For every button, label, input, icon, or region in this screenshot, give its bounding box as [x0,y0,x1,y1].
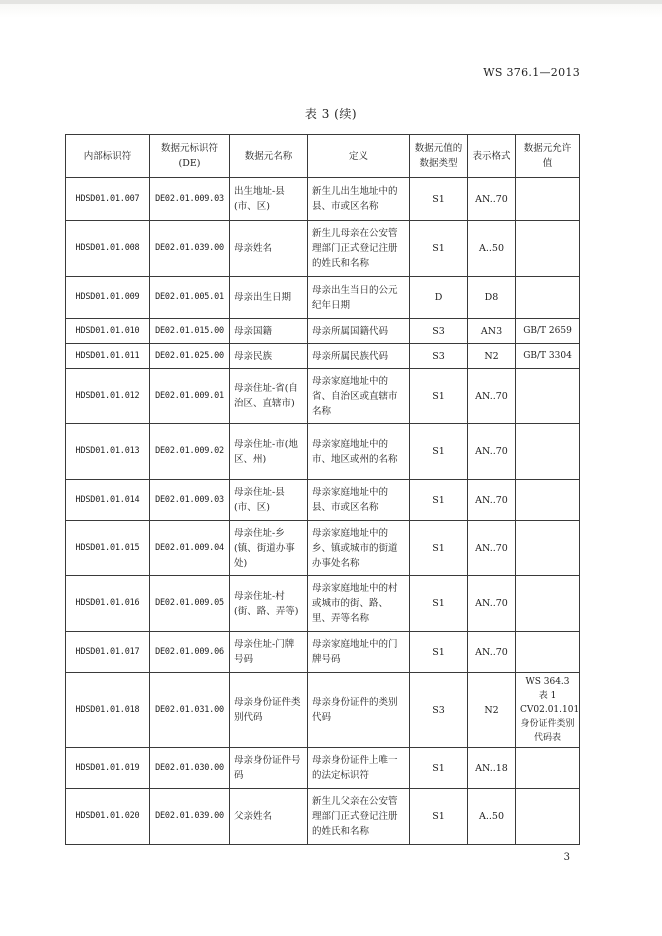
de-id-cell: DE02.01.039.00 [150,789,230,845]
format-cell: AN..18 [468,748,516,789]
internal-id-cell: HDSD01.01.017 [66,632,150,673]
allowed-values-cell [516,748,580,789]
column-header: 数据元允许值 [516,135,580,178]
table-row [66,480,580,521]
data-type-cell: S3 [410,344,468,369]
allowed-values-cell [516,221,580,277]
format-cell: AN..70 [468,521,516,576]
element-name-cell: 母亲国籍 [230,319,308,344]
element-name-cell: 母亲住址-门牌号码 [230,632,308,673]
data-type-cell: S3 [410,319,468,344]
de-id-cell: DE02.01.030.00 [150,748,230,789]
data-type-cell: S1 [410,521,468,576]
allowed-values-cell [516,369,580,424]
table-row [66,221,580,277]
data-element-table [65,134,580,845]
allowed-values-cell [516,178,580,221]
internal-id-cell: HDSD01.01.020 [66,789,150,845]
internal-id-cell: HDSD01.01.014 [66,480,150,521]
format-cell: N2 [468,673,516,748]
data-type-cell: S1 [410,369,468,424]
de-id-cell: DE02.01.039.00 [150,221,230,277]
table-row [66,632,580,673]
element-name-cell: 出生地址-县(市、区) [230,178,308,221]
de-id-cell: DE02.01.015.00 [150,319,230,344]
data-type-cell: S1 [410,178,468,221]
column-header: 表示格式 [468,135,516,178]
data-type-cell: S1 [410,424,468,480]
format-cell: AN3 [468,319,516,344]
element-name-cell: 母亲民族 [230,344,308,369]
internal-id-cell: HDSD01.01.018 [66,673,150,748]
table-row [66,369,580,424]
data-type-cell: D [410,277,468,319]
data-type-cell: S1 [410,789,468,845]
format-cell: AN..70 [468,632,516,673]
de-id-cell: DE02.01.009.02 [150,424,230,480]
format-cell: A..50 [468,789,516,845]
element-name-cell: 母亲身份证件类别代码 [230,673,308,748]
allowed-values-cell [516,277,580,319]
format-cell: D8 [468,277,516,319]
internal-id-cell: HDSD01.01.019 [66,748,150,789]
internal-id-cell: HDSD01.01.015 [66,521,150,576]
allowed-values-cell: GB/T 2659 [516,319,580,344]
element-name-cell: 母亲住址-县(市、区) [230,480,308,521]
scan-top-edge [0,0,662,4]
definition-cell: 母亲家庭地址中的省、自治区或直辖市名称 [308,369,410,424]
table-title: 表 3 (续) [304,107,358,121]
definition-cell: 新生儿父亲在公安管理部门正式登记注册的姓氏和名称 [308,789,410,845]
format-cell: AN..70 [468,178,516,221]
element-name-cell: 父亲姓名 [230,789,308,845]
column-header: 数据元标识符(DE) [150,135,230,178]
definition-cell: 新生儿出生地址中的县、市或区名称 [308,178,410,221]
internal-id-cell: HDSD01.01.013 [66,424,150,480]
definition-cell: 母亲家庭地址中的县、市或区名称 [308,480,410,521]
table-row [66,789,580,845]
de-id-cell: DE02.01.009.05 [150,576,230,632]
data-type-cell: S1 [410,480,468,521]
element-name-cell: 母亲住址-市(地区、州) [230,424,308,480]
data-type-cell: S3 [410,673,468,748]
definition-cell: 母亲所属国籍代码 [308,319,410,344]
de-id-cell: DE02.01.009.06 [150,632,230,673]
column-header: 内部标识符 [66,135,150,178]
de-id-cell: DE02.01.025.00 [150,344,230,369]
format-cell: N2 [468,344,516,369]
definition-cell: 母亲家庭地址中的村或城市的街、路、里、弄等名称 [308,576,410,632]
internal-id-cell: HDSD01.01.016 [66,576,150,632]
allowed-values-cell [516,480,580,521]
de-id-cell: DE02.01.009.03 [150,178,230,221]
format-cell: A..50 [468,221,516,277]
internal-id-cell: HDSD01.01.008 [66,221,150,277]
internal-id-cell: HDSD01.01.009 [66,277,150,319]
element-name-cell: 母亲出生日期 [230,277,308,319]
format-cell: AN..70 [468,369,516,424]
allowed-values-cell [516,424,580,480]
element-name-cell: 母亲住址-村(街、路、弄等) [230,576,308,632]
format-cell: AN..70 [468,576,516,632]
de-id-cell: DE02.01.009.03 [150,480,230,521]
element-name-cell: 母亲姓名 [230,221,308,277]
internal-id-cell: HDSD01.01.010 [66,319,150,344]
definition-cell: 母亲家庭地址中的门牌号码 [308,632,410,673]
de-id-cell: DE02.01.009.04 [150,521,230,576]
format-cell: AN..70 [468,480,516,521]
allowed-values-cell [516,521,580,576]
table-row [66,319,580,344]
table-row [66,673,580,748]
definition-cell: 母亲所属民族代码 [308,344,410,369]
data-type-cell: S1 [410,632,468,673]
definition-cell: 母亲家庭地址中的乡、镇或城市的街道办事处名称 [308,521,410,576]
table-row [66,521,580,576]
definition-cell: 母亲家庭地址中的市、地区或州的名称 [308,424,410,480]
standard-code: WS 376.1—2013 [483,66,580,79]
table-row [66,277,580,319]
definition-cell: 新生儿母亲在公安管理部门正式登记注册的姓氏和名称 [308,221,410,277]
table-header-row [66,135,580,178]
definition-cell: 母亲身份证件的类别代码 [308,673,410,748]
element-name-cell: 母亲住址-省(自治区、直辖市) [230,369,308,424]
column-header: 数据元名称 [230,135,308,178]
element-name-cell: 母亲住址-乡(镇、街道办事处) [230,521,308,576]
table-row [66,748,580,789]
column-header: 定义 [308,135,410,178]
column-header: 数据元值的数据类型 [410,135,468,178]
element-name-cell: 母亲身份证件号码 [230,748,308,789]
allowed-values-cell: GB/T 3304 [516,344,580,369]
table-row [66,178,580,221]
de-id-cell: DE02.01.005.01 [150,277,230,319]
internal-id-cell: HDSD01.01.012 [66,369,150,424]
format-cell: AN..70 [468,424,516,480]
table-row [66,344,580,369]
internal-id-cell: HDSD01.01.007 [66,178,150,221]
table-row [66,576,580,632]
data-type-cell: S1 [410,576,468,632]
allowed-values-cell [516,789,580,845]
de-id-cell: DE02.01.031.00 [150,673,230,748]
table-row [66,424,580,480]
de-id-cell: DE02.01.009.01 [150,369,230,424]
internal-id-cell: HDSD01.01.011 [66,344,150,369]
page-number: 3 [563,852,570,863]
allowed-values-cell [516,576,580,632]
data-type-cell: S1 [410,748,468,789]
allowed-values-cell: WS 364.3 表 1 CV02.01.101 身份证件类别代码表 [516,673,580,748]
definition-cell: 母亲出生当日的公元纪年日期 [308,277,410,319]
allowed-values-cell [516,632,580,673]
data-type-cell: S1 [410,221,468,277]
definition-cell: 母亲身份证件上唯一的法定标识符 [308,748,410,789]
